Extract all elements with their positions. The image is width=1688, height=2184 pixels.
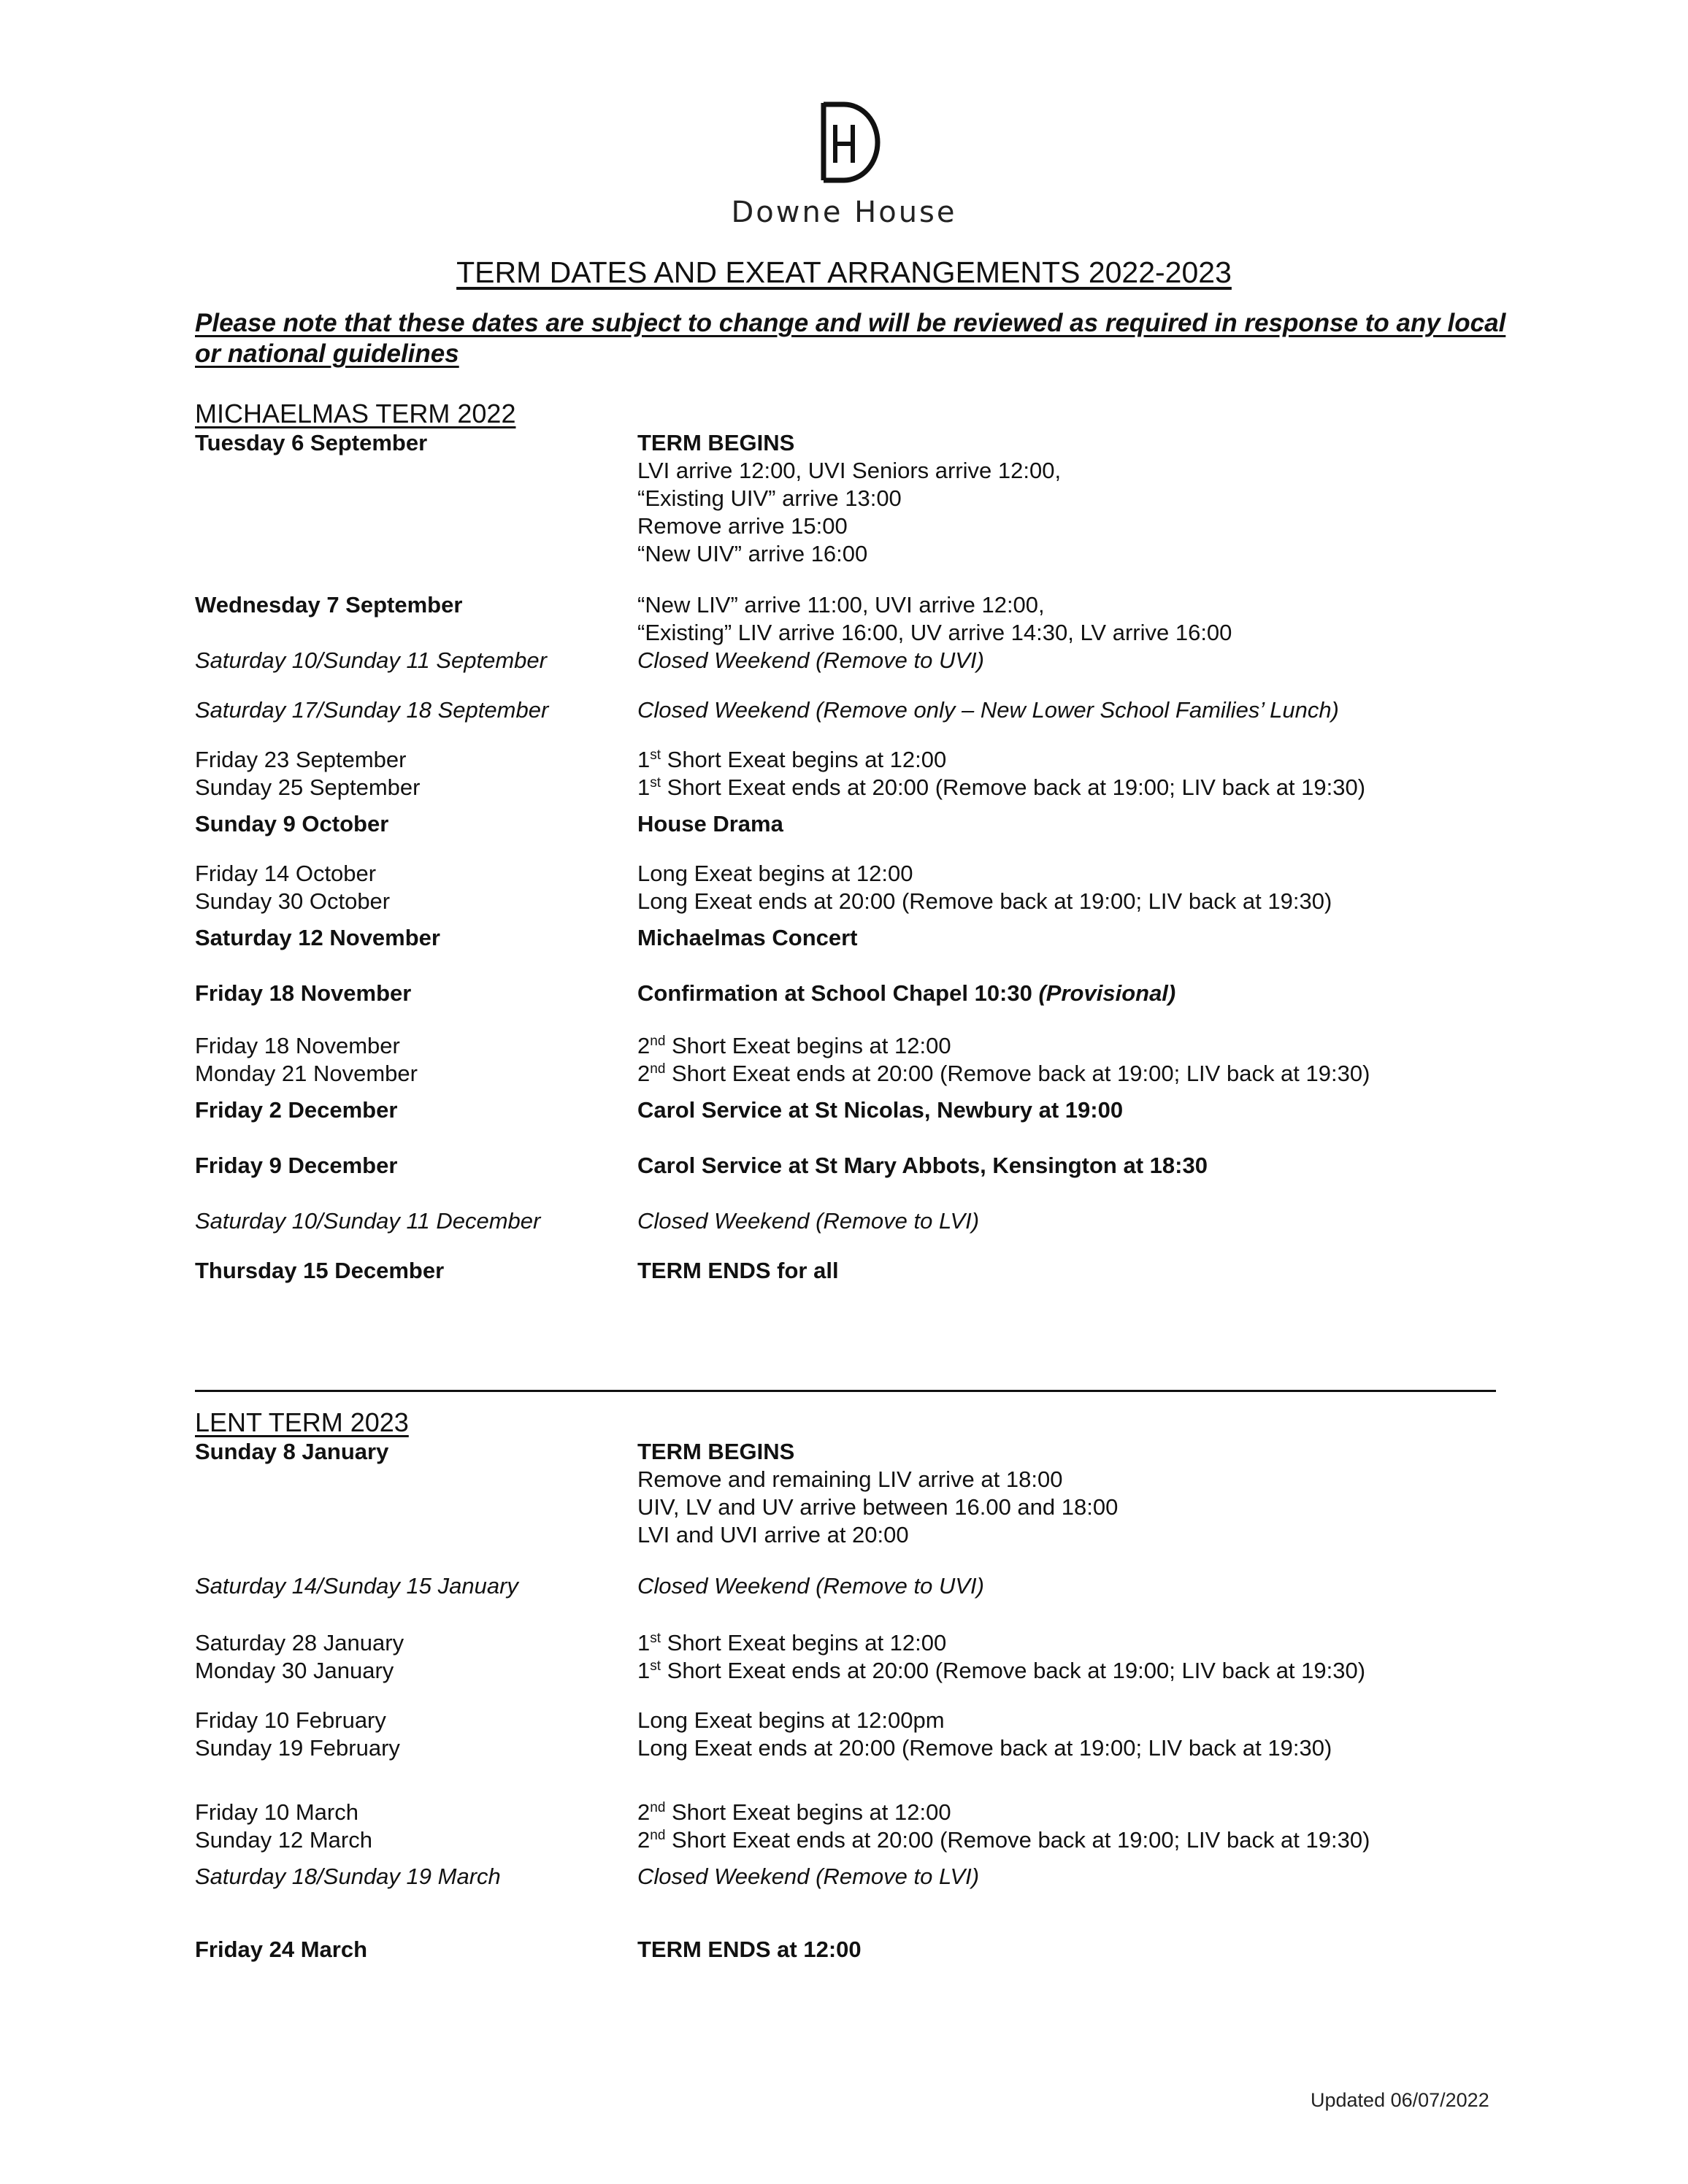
ordinal-number: 2: [637, 1827, 651, 1853]
downe-house-logo-icon: [810, 99, 883, 186]
row-date: Sunday 25 September: [195, 774, 421, 800]
row-date: Saturday 12 November: [195, 925, 440, 950]
row-date: Saturday 14/Sunday 15 January: [195, 1573, 518, 1599]
row-date: Sunday 8 January: [195, 1439, 389, 1464]
row-date: Saturday 18/Sunday 19 March: [195, 1864, 501, 1889]
row-date: Thursday 15 December: [195, 1258, 445, 1283]
row-date: Friday 24 March: [195, 1937, 368, 1962]
row-desc: Closed Weekend (Remove to LVI): [637, 1864, 980, 1889]
row-date: Sunday 9 October: [195, 811, 389, 837]
ordinal-number: 1: [637, 747, 651, 772]
section-title-michaelmas: MICHAELMAS TERM 2022: [195, 399, 516, 428]
ordinal-number: 2: [637, 1799, 651, 1825]
ordinal-suffix: st: [650, 1658, 661, 1674]
provisional-note: (Provisional): [1038, 980, 1176, 1006]
row-date: Saturday 10/Sunday 11 September: [195, 647, 547, 673]
page-title: TERM DATES AND EXEAT ARRANGEMENTS 2022-2023: [456, 255, 1232, 289]
row-date: Sunday 12 March: [195, 1827, 372, 1853]
row-desc: “Existing” LIV arrive 16:00, UV arrive 14:30, LV arrive 16:00: [637, 620, 1232, 645]
row-desc: LVI arrive 12:00, UVI Seniors arrive 12:00,: [637, 458, 1062, 483]
row-desc: “New UIV” arrive 16:00: [637, 541, 868, 566]
row-desc: “New LIV” arrive 11:00, UVI arrive 12:00,: [637, 592, 1045, 618]
ordinal-suffix: st: [650, 1631, 661, 1646]
row-date: Monday 21 November: [195, 1061, 418, 1086]
row-date: Friday 23 September: [195, 747, 407, 772]
row-date: Friday 9 December: [195, 1153, 398, 1178]
row-desc: Short Exeat begins at 12:00: [665, 1799, 951, 1825]
row-desc: Remove arrive 15:00: [637, 513, 848, 539]
row-date: Friday 10 February: [195, 1707, 386, 1733]
row-date: Sunday 30 October: [195, 888, 391, 914]
row-desc: Closed Weekend (Remove to UVI): [637, 1573, 984, 1599]
row-desc: Short Exeat ends at 20:00 (Remove back at 19:00; LIV back at 19:30): [661, 1658, 1366, 1683]
row-desc: Confirmation at School Chapel 10:30: [637, 980, 1039, 1006]
row-date: Friday 18 November: [195, 1033, 400, 1058]
row-date: Tuesday 6 September: [195, 430, 428, 455]
row-desc: Short Exeat ends at 20:00 (Remove back at 19:00; LIV back at 19:30): [665, 1061, 1370, 1086]
ordinal-number: 2: [637, 1061, 651, 1086]
ordinal-suffix: nd: [650, 1034, 666, 1049]
section-divider: [195, 1390, 1496, 1392]
ordinal-number: 1: [637, 1630, 651, 1656]
row-desc: Carol Service at St Nicolas, Newbury at 19:00: [637, 1097, 1124, 1123]
row-desc: TERM BEGINS: [637, 430, 795, 455]
row-desc: Remove and remaining LIV arrive at 18:00: [637, 1466, 1063, 1492]
row-date: Friday 10 March: [195, 1799, 358, 1825]
ordinal-number: 1: [637, 774, 651, 800]
row-date: Saturday 17/Sunday 18 September: [195, 697, 549, 723]
row-date: Sunday 19 February: [195, 1735, 400, 1761]
row-desc: Closed Weekend (Remove only – New Lower School Families’ Lunch): [637, 697, 1339, 723]
row-desc: TERM BEGINS: [637, 1439, 795, 1464]
row-desc: Closed Weekend (Remove to LVI): [637, 1208, 980, 1234]
ordinal-number: 1: [637, 1658, 651, 1683]
row-desc: Long Exeat ends at 20:00 (Remove back at 19:00; LIV back at 19:30): [637, 888, 1332, 914]
ordinal-suffix: nd: [650, 1061, 666, 1077]
row-date: Saturday 28 January: [195, 1630, 404, 1656]
lent-section: [195, 1407, 1524, 1962]
row-desc: Long Exeat begins at 12:00pm: [637, 1707, 945, 1733]
row-desc: House Drama: [637, 811, 783, 837]
ordinal-number: 2: [637, 1033, 651, 1058]
michaelmas-section: [195, 399, 1524, 1283]
row-desc: Long Exeat ends at 20:00 (Remove back at 19:00; LIV back at 19:30): [637, 1735, 1332, 1761]
row-desc: TERM ENDS for all: [637, 1258, 839, 1283]
ordinal-suffix: nd: [650, 1828, 666, 1843]
row-date: Friday 2 December: [195, 1097, 398, 1123]
org-name: Downe House: [731, 196, 957, 229]
section-title-lent: LENT TERM 2023: [195, 1407, 409, 1437]
ordinal-suffix: st: [650, 747, 661, 763]
row-desc: Short Exeat ends at 20:00 (Remove back at 19:00; LIV back at 19:30): [665, 1827, 1370, 1853]
row-desc: UIV, LV and UV arrive between 16.00 and 18:00: [637, 1494, 1119, 1520]
row-date: Friday 14 October: [195, 861, 377, 886]
updated-date: Updated 06/07/2022: [1311, 2089, 1489, 2111]
row-desc: Short Exeat begins at 12:00: [661, 1630, 947, 1656]
row-desc: Carol Service at St Mary Abbots, Kensington at 18:30: [637, 1153, 1208, 1178]
row-desc: Michaelmas Concert: [637, 925, 858, 950]
row-date: Saturday 10/Sunday 11 December: [195, 1208, 541, 1234]
row-desc: “Existing UIV” arrive 13:00: [637, 485, 902, 511]
row-desc: Long Exeat begins at 12:00: [637, 861, 913, 886]
row-date: Monday 30 January: [195, 1658, 394, 1683]
row-desc: LVI and UVI arrive at 20:00: [637, 1522, 909, 1547]
row-date: Wednesday 7 September: [195, 592, 463, 618]
ordinal-suffix: nd: [650, 1800, 666, 1815]
row-desc: TERM ENDS at 12:00: [637, 1937, 862, 1962]
disclaimer-notice: Please note that these dates are subject to change and will be reviewed as required in response to any local or national guidelines: [195, 309, 1506, 368]
row-desc: Short Exeat begins at 12:00: [665, 1033, 951, 1058]
ordinal-suffix: st: [650, 775, 661, 791]
row-desc: Short Exeat ends at 20:00 (Remove back at 19:00; LIV back at 19:30): [661, 774, 1366, 800]
row-desc: Closed Weekend (Remove to UVI): [637, 647, 984, 673]
row-desc: Short Exeat begins at 12:00: [661, 747, 947, 772]
row-date: Friday 18 November: [195, 980, 412, 1006]
